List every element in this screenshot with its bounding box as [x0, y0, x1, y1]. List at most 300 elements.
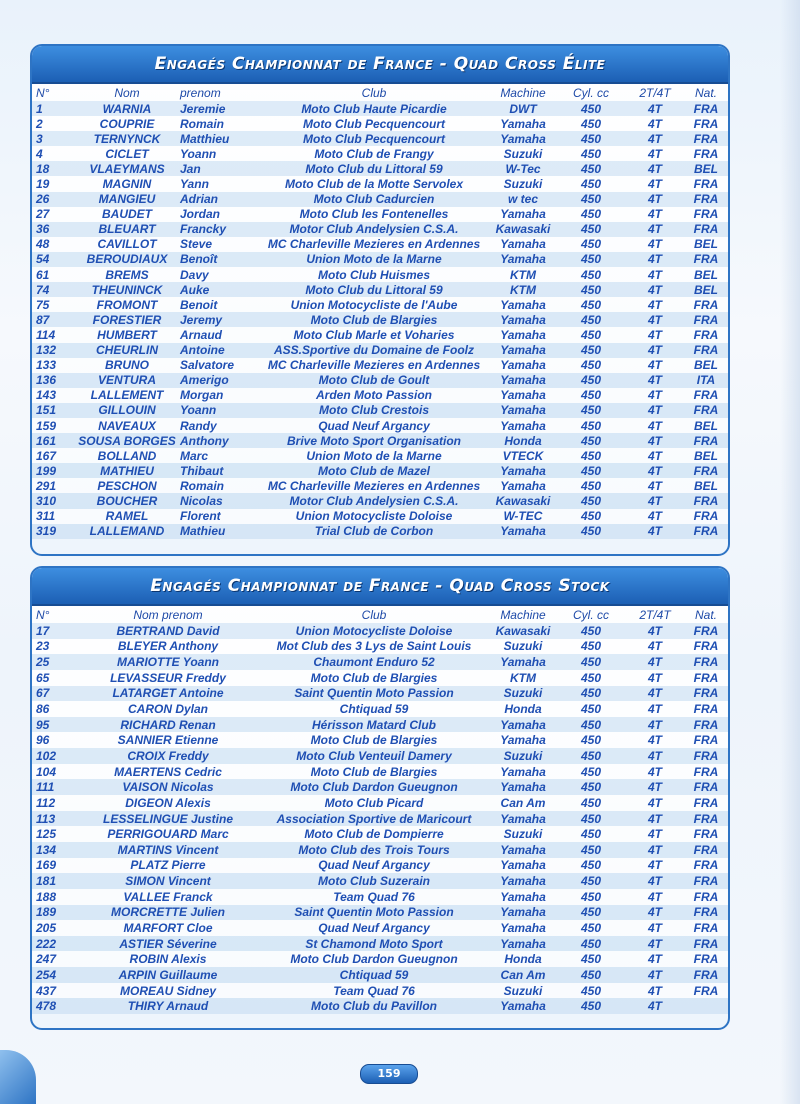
cell-stroke: 4T [626, 748, 684, 764]
cell-club: Moto Club Haute Picardie [258, 101, 490, 116]
cell-nationality: FRA [684, 842, 728, 858]
cell-cylinder: 450 [556, 732, 626, 748]
cell-prenom: Jan [176, 161, 258, 176]
cell-number: 136 [32, 373, 78, 388]
cell-stroke: 4T [626, 717, 684, 733]
table-row [32, 748, 728, 764]
cell-stroke: 4T [626, 826, 684, 842]
cell-prenom: Mathieu [176, 524, 258, 539]
table-row [32, 826, 728, 842]
cell-machine: Yamaha [490, 358, 556, 373]
cell-nom-prenom: ROBIN Alexis [78, 951, 258, 967]
cell-number: 181 [32, 873, 78, 889]
cell-machine: Suzuki [490, 176, 556, 191]
cell-nom-prenom: MAERTENS Cedric [78, 764, 258, 780]
cell-cylinder: 450 [556, 192, 626, 207]
cell-club: Moto Club Pecquencourt [258, 116, 490, 131]
cell-stroke: 4T [626, 920, 684, 936]
col-header-nationality: Nat. [694, 85, 717, 100]
table-row [32, 358, 728, 373]
cell-number: 4 [32, 146, 78, 161]
cell-number: 23 [32, 639, 78, 655]
cell-machine: Yamaha [490, 732, 556, 748]
cell-club: Moto Club Picard [258, 795, 490, 811]
cell-club: Moto Club Dardon Gueugnon [258, 779, 490, 795]
col-header-machine: Machine [500, 85, 546, 100]
col-header-club: Club [361, 85, 387, 100]
cell-club: Trial Club de Corbon [258, 524, 490, 539]
cell-nom: RAMEL [78, 509, 176, 524]
cell-number: 2 [32, 116, 78, 131]
cell-club: Moto Club de Blargies [258, 732, 490, 748]
cell-nom: CAVILLOT [78, 237, 176, 252]
cell-machine: Honda [490, 951, 556, 967]
cell-stroke: 4T [626, 905, 684, 921]
cell-nationality: FRA [684, 764, 728, 780]
table-row [32, 373, 728, 388]
cell-nationality: FRA [684, 936, 728, 952]
cell-prenom: Antoine [176, 343, 258, 358]
cell-nationality: FRA [684, 493, 728, 508]
table-row [32, 222, 728, 237]
cell-nom: BRUNO [78, 358, 176, 373]
cell-stroke: 4T [626, 858, 684, 874]
stock-header-row [32, 606, 728, 623]
cell-number: 125 [32, 826, 78, 842]
cell-stroke: 4T [626, 764, 684, 780]
cell-cylinder: 450 [556, 764, 626, 780]
cell-nom-prenom: MARFORT Cloe [78, 920, 258, 936]
cell-nom-prenom: MARTINS Vincent [78, 842, 258, 858]
table-row [32, 509, 728, 524]
table-row [32, 905, 728, 921]
cell-prenom: Jeremy [176, 312, 258, 327]
cell-machine: DWT [490, 101, 556, 116]
col-header-nom: Nom [114, 85, 140, 100]
cell-nationality: FRA [684, 222, 728, 237]
stock-title: Engagés Championnat de France - Quad Cross Stock [150, 576, 610, 596]
cell-number: 205 [32, 920, 78, 936]
cell-nationality: BEL [684, 161, 728, 176]
cell-nom: CICLET [78, 146, 176, 161]
cell-stroke: 4T [626, 388, 684, 403]
cell-cylinder: 450 [556, 654, 626, 670]
cell-nationality: ITA [684, 373, 728, 388]
cell-machine: Yamaha [490, 237, 556, 252]
cell-prenom: Marc [176, 448, 258, 463]
cell-nom-prenom: BERTRAND David [78, 623, 258, 639]
table-row [32, 312, 728, 327]
cell-prenom: Yoann [176, 403, 258, 418]
cell-nationality: BEL [684, 448, 728, 463]
cell-number: 113 [32, 811, 78, 827]
cell-club: Moto Club de Mazel [258, 463, 490, 478]
cell-machine: Yamaha [490, 116, 556, 131]
cell-prenom: Salvatore [176, 358, 258, 373]
cell-machine: KTM [490, 267, 556, 282]
cell-prenom: Jordan [176, 207, 258, 222]
cell-nom: PESCHON [78, 478, 176, 493]
cell-nationality: FRA [684, 639, 728, 655]
cell-club: Hérisson Matard Club [258, 717, 490, 733]
table-row [32, 858, 728, 874]
cell-machine: Suzuki [490, 983, 556, 999]
cell-club: Mot Club des 3 Lys de Saint Louis [258, 639, 490, 655]
cell-cylinder: 450 [556, 463, 626, 478]
cell-machine: Can Am [490, 967, 556, 983]
cell-prenom: Adrian [176, 192, 258, 207]
table-row [32, 920, 728, 936]
cell-cylinder: 450 [556, 639, 626, 655]
table-row [32, 282, 728, 297]
cell-cylinder: 450 [556, 686, 626, 702]
elite-header-row [32, 84, 728, 101]
cell-prenom: Anthony [176, 433, 258, 448]
cell-nom: BAUDET [78, 207, 176, 222]
cell-machine: Yamaha [490, 873, 556, 889]
cell-machine: Yamaha [490, 811, 556, 827]
cell-cylinder: 450 [556, 252, 626, 267]
cell-nom: BEROUDIAUX [78, 252, 176, 267]
table-row [32, 403, 728, 418]
cell-machine: Can Am [490, 795, 556, 811]
cell-number: 222 [32, 936, 78, 952]
cell-club: Team Quad 76 [258, 889, 490, 905]
cell-cylinder: 450 [556, 101, 626, 116]
cell-stroke: 4T [626, 779, 684, 795]
cell-nom-prenom: RICHARD Renan [78, 717, 258, 733]
cell-stroke: 4T [626, 478, 684, 493]
cell-number: 311 [32, 509, 78, 524]
cell-number: 133 [32, 358, 78, 373]
cell-cylinder: 450 [556, 951, 626, 967]
cell-club: Moto Club de Goult [258, 373, 490, 388]
cell-prenom: Romain [176, 478, 258, 493]
cell-stroke: 4T [626, 463, 684, 478]
cell-nationality: FRA [684, 795, 728, 811]
table-row [32, 623, 728, 639]
cell-cylinder: 450 [556, 811, 626, 827]
cell-number: 65 [32, 670, 78, 686]
cell-number: 17 [32, 623, 78, 639]
cell-cylinder: 450 [556, 297, 626, 312]
cell-number: 54 [32, 252, 78, 267]
table-row [32, 478, 728, 493]
cell-nationality: FRA [684, 116, 728, 131]
cell-number: 48 [32, 237, 78, 252]
cell-stroke: 4T [626, 639, 684, 655]
col-header-cylinder: Cyl. cc [573, 607, 609, 622]
cell-club: Quad Neuf Argancy [258, 858, 490, 874]
cell-club: Moto Club des Trois Tours [258, 842, 490, 858]
cell-nationality: FRA [684, 826, 728, 842]
cell-nom: BLEUART [78, 222, 176, 237]
cell-nationality: FRA [684, 717, 728, 733]
cell-club: Union Moto de la Marne [258, 448, 490, 463]
cell-club: Moto Club du Littoral 59 [258, 161, 490, 176]
table-row [32, 639, 728, 655]
cell-nationality: FRA [684, 748, 728, 764]
cell-machine: Yamaha [490, 327, 556, 342]
cell-club: Quad Neuf Argancy [258, 418, 490, 433]
cell-cylinder: 450 [556, 373, 626, 388]
cell-nationality: FRA [684, 433, 728, 448]
table-row [32, 388, 728, 403]
cell-club: Team Quad 76 [258, 983, 490, 999]
cell-number: 114 [32, 327, 78, 342]
cell-nom-prenom: BLEYER Anthony [78, 639, 258, 655]
stock-title-banner [32, 568, 728, 606]
cell-stroke: 4T [626, 951, 684, 967]
cell-nom: THEUNINCK [78, 282, 176, 297]
cell-machine: KTM [490, 282, 556, 297]
cell-stroke: 4T [626, 509, 684, 524]
cell-machine: Yamaha [490, 478, 556, 493]
cell-nom-prenom: SIMON Vincent [78, 873, 258, 889]
cell-cylinder: 450 [556, 131, 626, 146]
cell-nom-prenom: SANNIER Etienne [78, 732, 258, 748]
col-header-stroke: 2T/4T [639, 85, 671, 100]
cell-machine: W-TEC [490, 509, 556, 524]
table-row [32, 176, 728, 191]
cell-number: 67 [32, 686, 78, 702]
cell-nom: BREMS [78, 267, 176, 282]
cell-number: 74 [32, 282, 78, 297]
cell-number: 112 [32, 795, 78, 811]
cell-cylinder: 450 [556, 623, 626, 639]
cell-nationality: FRA [684, 463, 728, 478]
cell-machine: KTM [490, 670, 556, 686]
cell-prenom: Matthieu [176, 131, 258, 146]
table-row [32, 983, 728, 999]
table-row [32, 433, 728, 448]
corner-decoration [0, 1050, 36, 1104]
cell-nom-prenom: PERRIGOUARD Marc [78, 826, 258, 842]
cell-club: Chaumont Enduro 52 [258, 654, 490, 670]
cell-nationality: FRA [684, 983, 728, 999]
cell-nationality: FRA [684, 779, 728, 795]
cell-stroke: 4T [626, 146, 684, 161]
cell-machine: Yamaha [490, 373, 556, 388]
cell-nationality: BEL [684, 282, 728, 297]
cell-machine: Kawasaki [490, 222, 556, 237]
cell-nom-prenom: LESSELINGUE Justine [78, 811, 258, 827]
cell-machine: W-Tec [490, 161, 556, 176]
cell-number: 75 [32, 297, 78, 312]
cell-nationality: FRA [684, 920, 728, 936]
cell-machine: Suzuki [490, 146, 556, 161]
cell-cylinder: 450 [556, 312, 626, 327]
cell-nationality: FRA [684, 252, 728, 267]
cell-prenom: Amerigo [176, 373, 258, 388]
cell-club: Moto Club de Dompierre [258, 826, 490, 842]
cell-nom-prenom: ARPIN Guillaume [78, 967, 258, 983]
cell-nom: FROMONT [78, 297, 176, 312]
cell-stroke: 4T [626, 192, 684, 207]
cell-number: 319 [32, 524, 78, 539]
cell-machine: Yamaha [490, 418, 556, 433]
cell-stroke: 4T [626, 297, 684, 312]
page-number-badge: 159 [360, 1064, 418, 1084]
cell-stroke: 4T [626, 623, 684, 639]
table-row [32, 237, 728, 252]
cell-number: 25 [32, 654, 78, 670]
cell-nationality: FRA [684, 811, 728, 827]
cell-prenom: Florent [176, 509, 258, 524]
cell-club: Moto Club du Littoral 59 [258, 282, 490, 297]
cell-stroke: 4T [626, 403, 684, 418]
cell-cylinder: 450 [556, 237, 626, 252]
cell-number: 254 [32, 967, 78, 983]
cell-number: 87 [32, 312, 78, 327]
cell-machine: Kawasaki [490, 493, 556, 508]
cell-cylinder: 450 [556, 222, 626, 237]
table-row [32, 654, 728, 670]
cell-cylinder: 450 [556, 146, 626, 161]
table-row [32, 967, 728, 983]
cell-cylinder: 450 [556, 779, 626, 795]
elite-entries-panel [30, 44, 730, 556]
cell-nationality: BEL [684, 237, 728, 252]
cell-number: 199 [32, 463, 78, 478]
cell-club: St Chamond Moto Sport [258, 936, 490, 952]
cell-nom: LALLEMAND [78, 524, 176, 539]
cell-nom: TERNYNCK [78, 131, 176, 146]
cell-nom: CHEURLIN [78, 343, 176, 358]
cell-number: 478 [32, 998, 78, 1014]
cell-stroke: 4T [626, 358, 684, 373]
table-row [32, 732, 728, 748]
cell-number: 291 [32, 478, 78, 493]
table-row [32, 131, 728, 146]
table-row [32, 873, 728, 889]
cell-nationality: FRA [684, 192, 728, 207]
cell-nationality: BEL [684, 358, 728, 373]
cell-club: Moto Club Dardon Gueugnon [258, 951, 490, 967]
stock-entries-table [32, 606, 728, 1014]
cell-nationality: FRA [684, 654, 728, 670]
table-row [32, 146, 728, 161]
cell-stroke: 4T [626, 433, 684, 448]
cell-club: Moto Club de Blargies [258, 312, 490, 327]
cell-cylinder: 450 [556, 116, 626, 131]
cell-machine: Yamaha [490, 905, 556, 921]
cell-stroke: 4T [626, 983, 684, 999]
cell-number: 310 [32, 493, 78, 508]
cell-cylinder: 450 [556, 388, 626, 403]
cell-club: Moto Club de Blargies [258, 670, 490, 686]
cell-stroke: 4T [626, 842, 684, 858]
table-row [32, 764, 728, 780]
cell-club: Saint Quentin Moto Passion [258, 686, 490, 702]
table-row [32, 101, 728, 116]
cell-cylinder: 450 [556, 448, 626, 463]
cell-machine: Yamaha [490, 131, 556, 146]
cell-number: 159 [32, 418, 78, 433]
cell-number: 143 [32, 388, 78, 403]
cell-nom: LALLEMENT [78, 388, 176, 403]
cell-cylinder: 450 [556, 478, 626, 493]
cell-stroke: 4T [626, 418, 684, 433]
table-row [32, 343, 728, 358]
cell-cylinder: 450 [556, 207, 626, 222]
cell-club: Union Motocycliste Doloise [258, 623, 490, 639]
table-row [32, 524, 728, 539]
cell-club: Quad Neuf Argancy [258, 920, 490, 936]
cell-machine: Yamaha [490, 654, 556, 670]
cell-nom: GILLOUIN [78, 403, 176, 418]
cell-nationality: FRA [684, 951, 728, 967]
cell-stroke: 4T [626, 493, 684, 508]
cell-stroke: 4T [626, 732, 684, 748]
cell-cylinder: 450 [556, 433, 626, 448]
cell-nationality: FRA [684, 967, 728, 983]
cell-number: 104 [32, 764, 78, 780]
cell-machine: Yamaha [490, 858, 556, 874]
cell-cylinder: 450 [556, 983, 626, 999]
cell-club: Motor Club Andelysien C.S.A. [258, 222, 490, 237]
cell-club: Moto Club Crestois [258, 403, 490, 418]
cell-cylinder: 450 [556, 905, 626, 921]
cell-machine: Yamaha [490, 403, 556, 418]
cell-nationality: FRA [684, 327, 728, 342]
page-spine-shadow [780, 0, 800, 1104]
cell-cylinder: 450 [556, 967, 626, 983]
cell-club: Brive Moto Sport Organisation [258, 433, 490, 448]
cell-prenom: Morgan [176, 388, 258, 403]
cell-number: 134 [32, 842, 78, 858]
cell-prenom: Davy [176, 267, 258, 282]
table-row [32, 998, 728, 1014]
cell-nationality: FRA [684, 670, 728, 686]
cell-nom: MANGIEU [78, 192, 176, 207]
cell-cylinder: 450 [556, 889, 626, 905]
table-row [32, 252, 728, 267]
cell-stroke: 4T [626, 267, 684, 282]
cell-cylinder: 450 [556, 936, 626, 952]
table-row [32, 448, 728, 463]
cell-prenom: Benoit [176, 297, 258, 312]
cell-stroke: 4T [626, 222, 684, 237]
cell-club: MC Charleville Mezieres en Ardennes [258, 478, 490, 493]
cell-nationality: BEL [684, 478, 728, 493]
cell-machine: Yamaha [490, 842, 556, 858]
col-header-prenom: prenom [180, 85, 221, 100]
cell-number: 18 [32, 161, 78, 176]
cell-stroke: 4T [626, 889, 684, 905]
table-row [32, 192, 728, 207]
cell-nationality: FRA [684, 686, 728, 702]
cell-stroke: 4T [626, 686, 684, 702]
cell-cylinder: 450 [556, 795, 626, 811]
cell-stroke: 4T [626, 343, 684, 358]
cell-machine: Yamaha [490, 207, 556, 222]
cell-nom-prenom: MOREAU Sidney [78, 983, 258, 999]
cell-stroke: 4T [626, 998, 684, 1014]
cell-stroke: 4T [626, 116, 684, 131]
cell-machine: Yamaha [490, 936, 556, 952]
table-row [32, 463, 728, 478]
table-row [32, 116, 728, 131]
cell-stroke: 4T [626, 237, 684, 252]
cell-club: Saint Quentin Moto Passion [258, 905, 490, 921]
cell-nom-prenom: ASTIER Séverine [78, 936, 258, 952]
cell-number: 189 [32, 905, 78, 921]
cell-nom: BOUCHER [78, 493, 176, 508]
cell-machine: VTECK [490, 448, 556, 463]
cell-machine: Kawasaki [490, 623, 556, 639]
cell-number: 161 [32, 433, 78, 448]
